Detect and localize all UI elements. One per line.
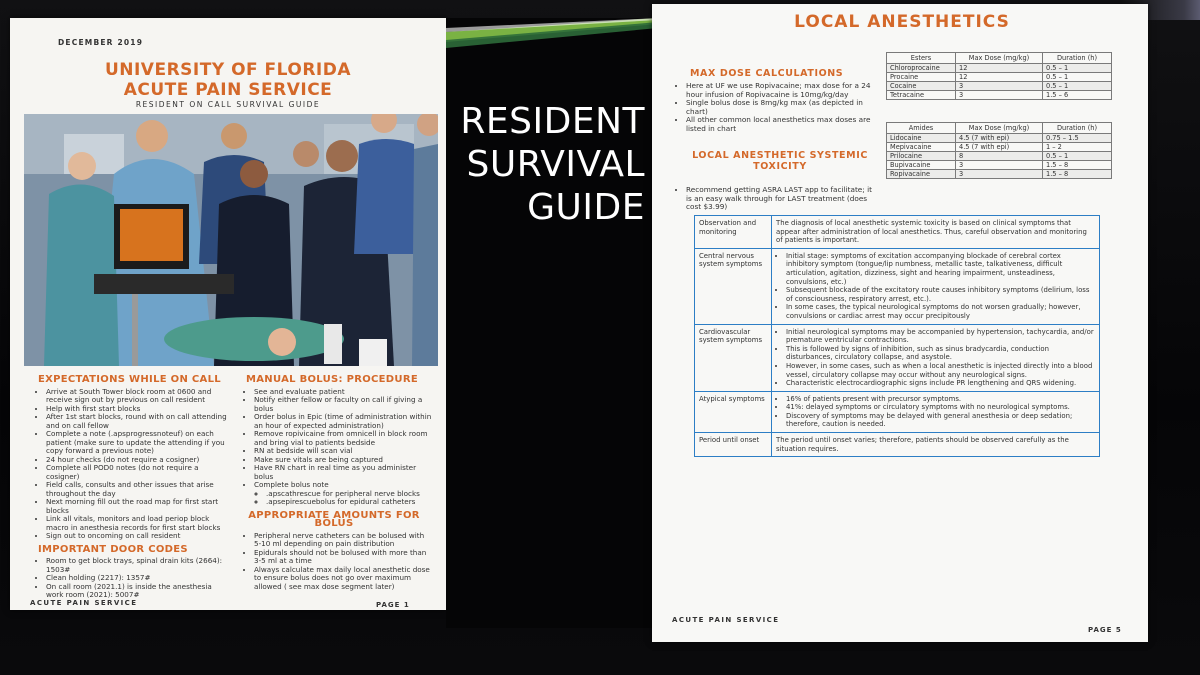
table-header: Duration (h) xyxy=(1043,53,1112,64)
table-header-row xyxy=(887,123,1112,134)
table-row xyxy=(695,248,1100,324)
table-cell: 3 xyxy=(956,82,1043,91)
list-item: • Single bolus dose is 8mg/kg max (as depicted in chart) xyxy=(686,99,876,116)
table-header-row xyxy=(887,53,1112,64)
right-page-number: PAGE 5 xyxy=(1088,626,1122,634)
newsletter-title-line1: UNIVERSITY OF FLORIDA xyxy=(104,60,352,80)
table-row xyxy=(695,433,1100,457)
table-cell: Bupivacaine xyxy=(887,161,956,170)
list-item: • Characteristic electrocardiographic signs include PR lengthening and QRS widening. xyxy=(786,379,1095,388)
list-item: • After 1st start blocks, round with on call attending and on call fellow xyxy=(46,413,228,430)
list-item: • Complete all POD0 notes (do not require a cosigner) xyxy=(46,464,228,481)
max-dose-heading: MAX DOSE CALCULATIONS xyxy=(690,68,844,79)
list-item: • This is followed by signs of inhibition, such as sinus bradycardia, conduction disturbances, circulatory collapse, and asystole. xyxy=(786,345,1095,362)
list-item: • Complete a note (.apsprogressnoteuf) on each patient (make sure to update the attending if you copy forward a previous note) xyxy=(46,430,228,456)
table-header: Max Dose (mg/kg) xyxy=(956,53,1043,64)
title-line1: RESIDENT xyxy=(460,101,645,142)
row-label: Central nervous system symptoms xyxy=(695,248,772,324)
last-heading xyxy=(680,150,880,172)
table-cell: 4.5 (7 with epi) xyxy=(956,143,1043,152)
table-row xyxy=(887,64,1112,73)
table-cell: 1.5 – 8 xyxy=(1043,161,1112,170)
row-label: Period until onset xyxy=(695,433,772,457)
list-item: • Link all vitals, monitors and load periop block macro in anesthesia records for first start blocks xyxy=(46,515,228,532)
list-item: • Notify either fellow or faculty on call if giving a bolus xyxy=(254,396,432,413)
newsletter-date: DECEMBER 2019 xyxy=(58,38,144,47)
table-cell: 12 xyxy=(956,64,1043,73)
esters-table xyxy=(886,52,1112,100)
table-cell: 0.5 – 1 xyxy=(1043,64,1112,73)
table-cell: 4.5 (7 with epi) xyxy=(956,134,1043,143)
table-header: Amides xyxy=(887,123,956,134)
list-item: • Arrive at South Tower block room at 0600 and receive sign out by previous on call resident xyxy=(46,388,228,405)
list-item: • 41%: delayed symptoms or circulatory symptoms with no neurological symptoms. xyxy=(786,403,1095,412)
list-item: • Room to get block trays, spinal drain kits (2664): 1503# xyxy=(46,557,228,574)
list-item: • Field calls, consults and other issues that arise throughout the day xyxy=(46,481,228,498)
sub-list-item: ◦ .apsepirescuebolus for epidural catheters xyxy=(266,498,432,507)
list-item: • Make sure vitals are being captured xyxy=(254,456,432,465)
list-item-text: Complete bolus note xyxy=(254,480,329,489)
table-cell: Procaine xyxy=(887,73,956,82)
table-cell: Chloroprocaine xyxy=(887,64,956,73)
list-item: • Initial stage: symptoms of excitation accompanying blockade of cerebral cortex inhibitory symptom (tongue/lip numbness, metallic taste, talkativeness, difficult articulation, agitation, dizziness, sight and hearing impairment, unsteadiness, convulsions, etc.) xyxy=(786,252,1095,286)
table-cell: Prilocaine xyxy=(887,152,956,161)
table-header: Duration (h) xyxy=(1043,123,1112,134)
table-cell: 0.5 – 1 xyxy=(1043,73,1112,82)
bolus-note-sublist xyxy=(254,490,432,507)
last-heading-line1: LOCAL ANESTHETIC SYSTEMIC xyxy=(692,150,868,161)
expectations-heading: EXPECTATIONS WHILE ON CALL xyxy=(38,374,221,385)
list-item: • Order bolus in Epic (time of administration within an hour of expected administration) xyxy=(254,413,432,430)
door-codes-heading: IMPORTANT DOOR CODES xyxy=(38,543,188,555)
left-document-page xyxy=(10,18,446,610)
last-heading-line2: TOXICITY xyxy=(753,161,807,172)
list-item: • Here at UF we use Ropivacaine; max dose for a 24 hour infusion of Ropivacaine is 10mg/kg/day xyxy=(686,82,876,99)
list-item: • 24 hour checks (do not require a cosigner) xyxy=(46,456,228,465)
table-row xyxy=(887,143,1112,152)
appropriate-amounts-list xyxy=(236,532,432,592)
list-item: • Remove ropivicaine from omnicell in block room and bring vial to patients bedside xyxy=(254,430,432,447)
table-cell: 8 xyxy=(956,152,1043,161)
row-content xyxy=(772,324,1100,391)
table-cell: Lidocaine xyxy=(887,134,956,143)
table-row xyxy=(887,91,1112,100)
row-label: Cardiovascular system symptoms xyxy=(695,324,772,391)
amides-table xyxy=(886,122,1112,179)
list-item: • However, in some cases, such as when a local anesthetic is injected directly into a blood vessel, circulatory collapse may occur without any neurological signs. xyxy=(786,362,1095,379)
table-row xyxy=(887,170,1112,179)
table-row xyxy=(887,73,1112,82)
list-item: • Always calculate max daily local anesthetic dose to ensure bolus does not go over maximum allowed ( see max dose segment later) xyxy=(254,566,432,592)
streak-graphic xyxy=(446,18,658,58)
left-page-number: PAGE 1 xyxy=(376,601,410,609)
list-item xyxy=(254,481,432,507)
appropriate-heading-line2: BOLUS xyxy=(314,518,354,529)
row-label: Atypical symptoms xyxy=(695,391,772,432)
decorative-streak xyxy=(446,18,658,58)
table-cell: 1 – 2 xyxy=(1043,143,1112,152)
left-column xyxy=(28,376,228,605)
list-item: • Next morning fill out the road map for first start blocks xyxy=(46,498,228,515)
cns-list xyxy=(776,252,1095,321)
list-item: • See and evaluate patient xyxy=(254,388,432,397)
list-item: • Have RN chart in real time as you administer bolus xyxy=(254,464,432,481)
table-row xyxy=(887,82,1112,91)
manual-bolus-list xyxy=(236,388,432,507)
table-row xyxy=(695,324,1100,391)
list-item: • Initial neurological symptoms may be accompanied by hypertension, tachycardia, and/or premature ventricular contractions. xyxy=(786,328,1095,345)
right-column xyxy=(236,376,432,596)
list-item: • Epidurals should not be bolused with more than 3-5 ml at a time xyxy=(254,549,432,566)
table-cell: 12 xyxy=(956,73,1043,82)
expectations-list xyxy=(28,388,228,541)
row-label: Observation and monitoring xyxy=(695,216,772,249)
table-cell: 0.5 – 1 xyxy=(1043,152,1112,161)
resident-survival-guide-title xyxy=(455,100,645,229)
list-item: • Peripheral nerve catheters can be bolused with 5-10 ml depending on pain distribution xyxy=(254,532,432,549)
cv-list xyxy=(776,328,1095,388)
table-cell: Tetracaine xyxy=(887,91,956,100)
list-item: • RN at bedside will scan vial xyxy=(254,447,432,456)
table-cell: Mepivacaine xyxy=(887,143,956,152)
right-document-page xyxy=(652,4,1148,642)
right-page-footer: ACUTE PAIN SERVICE xyxy=(672,616,780,624)
door-codes-list xyxy=(28,557,228,600)
list-item: • Subsequent blockade of the excitatory route causes inhibitory symptoms (delirium, loss of consciousness, respiratory arrest, etc.). xyxy=(786,286,1095,303)
table-row xyxy=(887,134,1112,143)
table-cell: 3 xyxy=(956,170,1043,179)
table-header: Esters xyxy=(887,53,956,64)
row-content xyxy=(772,391,1100,432)
table-row xyxy=(887,161,1112,170)
appropriate-heading-line1: APPROPRIATE AMOUNTS FOR xyxy=(248,509,420,521)
atypical-list xyxy=(776,395,1095,429)
table-header: Max Dose (mg/kg) xyxy=(956,123,1043,134)
table-cell: 3 xyxy=(956,161,1043,170)
newsletter-subtitle: RESIDENT ON CALL SURVIVAL GUIDE xyxy=(135,100,321,109)
table-cell: 0.75 – 1.5 xyxy=(1043,134,1112,143)
last-symptoms-table xyxy=(694,215,1100,457)
last-list xyxy=(672,186,876,212)
title-line2: SURVIVAL xyxy=(466,144,645,185)
table-cell: 1.5 – 6 xyxy=(1043,91,1112,100)
local-anesthetics-title: LOCAL ANESTHETICS xyxy=(794,12,1010,32)
table-cell: Ropivacaine xyxy=(887,170,956,179)
title-line3: GUIDE xyxy=(527,187,645,228)
table-cell: Cocaine xyxy=(887,82,956,91)
table-row xyxy=(695,391,1100,432)
list-item: • Discovery of symptoms may be delayed with general anesthesia or deep sedation; therefore, caution is needed. xyxy=(786,412,1095,429)
cover-photo-illustration xyxy=(24,114,438,366)
table-cell: 3 xyxy=(956,91,1043,100)
table-row xyxy=(695,216,1100,249)
table-cell: 1.5 – 8 xyxy=(1043,170,1112,179)
cover-photo xyxy=(24,114,438,366)
list-item: • Recommend getting ASRA LAST app to facilitate; it is an easy walk through for LAST treatment (does cost $3.99) xyxy=(686,186,876,212)
max-dose-list xyxy=(672,82,876,134)
row-content xyxy=(772,248,1100,324)
list-item: • In some cases, the typical neurological symptoms do not worsen gradually; however, convulsions or cardiac arrest may occur precipitously xyxy=(786,303,1095,320)
list-item: • All other common local anesthetics max doses are listed in chart xyxy=(686,116,876,133)
manual-bolus-heading: MANUAL BOLUS: PROCEDURE xyxy=(246,374,418,385)
appropriate-amounts-heading xyxy=(236,509,432,529)
list-item: • 16% of patients present with precursor symptoms. xyxy=(786,395,1095,404)
table-cell: 0.5 – 1 xyxy=(1043,82,1112,91)
table-row xyxy=(887,152,1112,161)
list-item: • Sign out to oncoming on call resident xyxy=(46,532,228,541)
list-item: • On call room (2021.1) is inside the anesthesia work room (2021): 5007# xyxy=(46,583,228,600)
left-page-footer: ACUTE PAIN SERVICE xyxy=(30,599,138,607)
row-text: The diagnosis of local anesthetic systemic toxicity is based on clinical symptoms that appear after administration of local anesthetics. Thus, careful observation and monitoring of patients is important. xyxy=(772,216,1100,249)
row-text: The period until onset varies; therefore, patients should be observed carefully as the situation requires. xyxy=(772,433,1100,457)
list-item: • Clean holding (2217): 1357# xyxy=(46,574,228,583)
sub-list-item: ◦ .apscathrescue for peripheral nerve blocks xyxy=(266,490,432,499)
list-item: • Help with first start blocks xyxy=(46,405,228,414)
newsletter-title-line2: ACUTE PAIN SERVICE xyxy=(123,80,333,100)
